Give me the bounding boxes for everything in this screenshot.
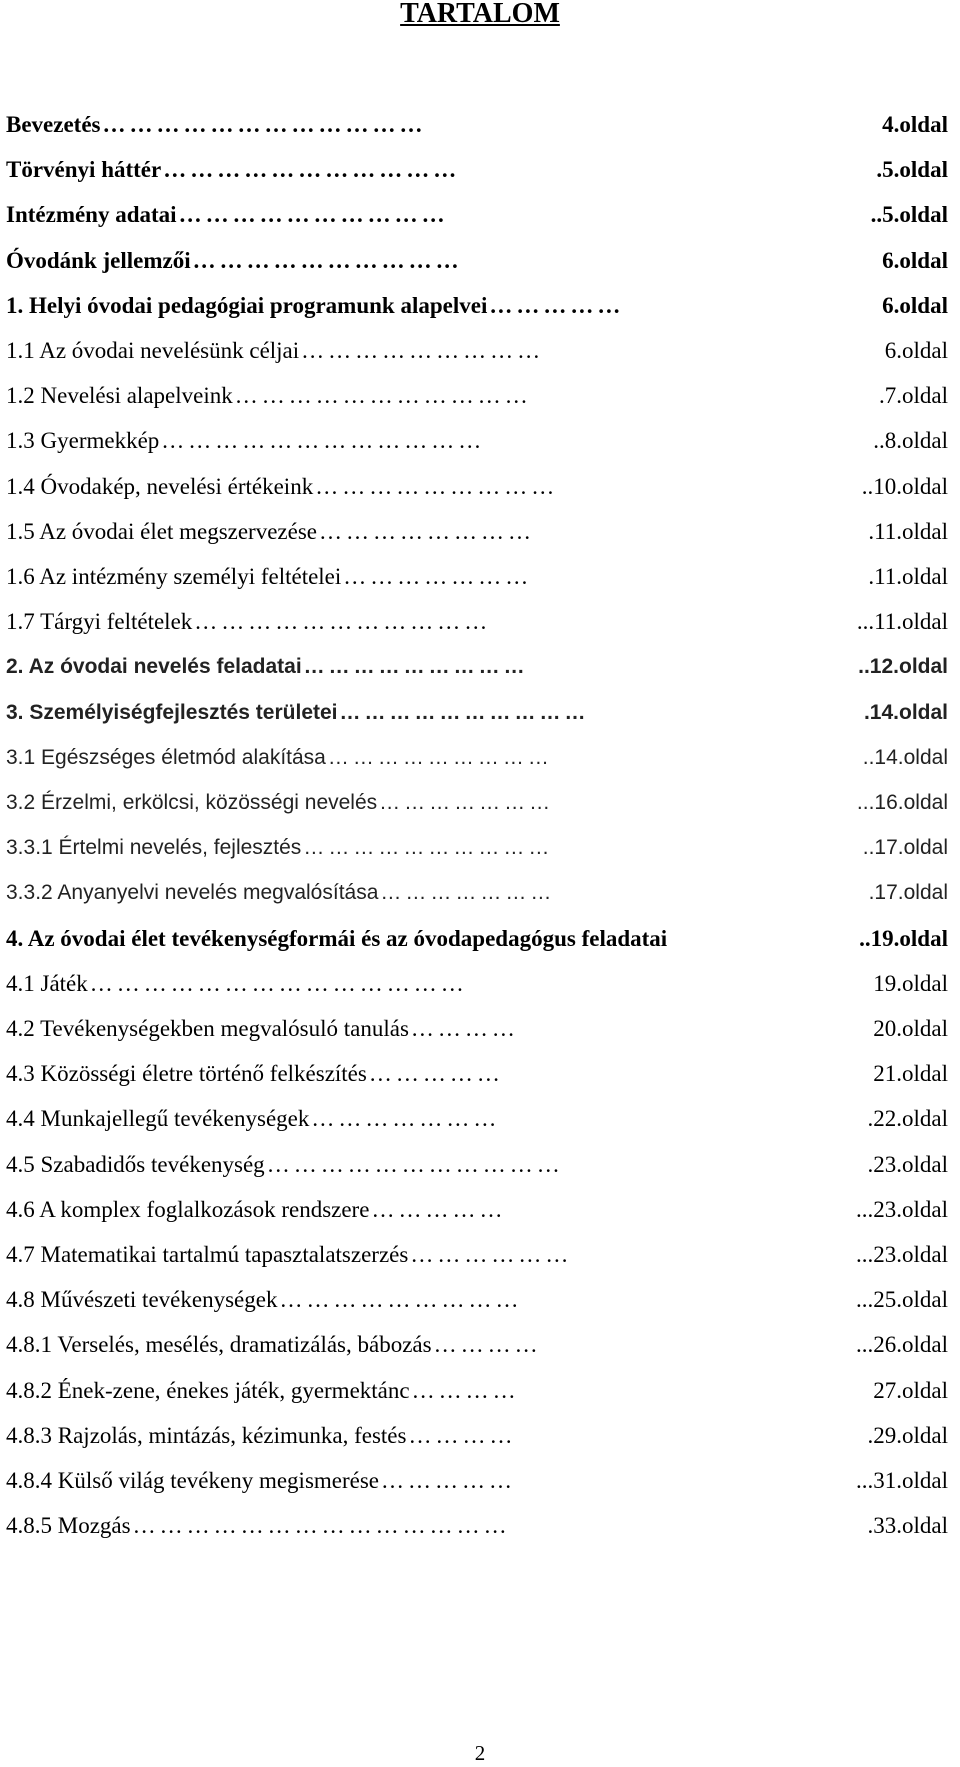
toc-entry-title: 2. Az óvodai nevelés feladatai <box>6 655 302 679</box>
toc-entry-page: ..14.oldal <box>862 745 948 769</box>
toc-entry-leader: ………………… <box>343 564 533 589</box>
toc-entry-title: 4.5 Szabadidős tevékenység <box>6 1151 265 1177</box>
toc-entry-page: .11.oldal <box>868 518 948 544</box>
toc-entry-page: 27.oldal <box>873 1377 948 1403</box>
toc-entry <box>0 688 960 738</box>
toc-entry-title: 4.8.3 Rajzolás, mintázás, kézimunka, festés <box>6 1422 407 1448</box>
toc-entry-title: 1. Helyi óvodai pedagógiai programunk alapelvei <box>6 292 488 318</box>
toc-entry-title: 4.8.5 Mozgás <box>6 1513 131 1539</box>
toc-entry-leader: …………………………………… <box>132 1513 511 1539</box>
toc-entry-title: 1.5 Az óvodai élet megszervezése <box>6 518 318 544</box>
toc-entry-title: Intézmény adatai <box>6 202 177 228</box>
toc-entry-leader: …………… <box>371 1196 507 1222</box>
toc-entry <box>0 507 960 557</box>
toc-entry-leader: …………………………………… <box>89 970 468 996</box>
toc-entry <box>0 1411 960 1461</box>
toc-entry-leader: …………… <box>489 292 625 318</box>
toc-entry <box>0 1275 960 1325</box>
toc-entry-page: .7.oldal <box>879 383 948 409</box>
toc-entry-title: 3.3.2 Anyanyelvi nevelés megvalósítása <box>6 881 379 905</box>
toc-entry-leader: ………… <box>411 1377 520 1403</box>
toc-entry-page: 6.oldal <box>884 338 948 363</box>
toc-entry <box>0 1004 960 1054</box>
toc-entry-title: 4.8 Művészeti tevékenységek <box>6 1287 278 1313</box>
toc-entry-leader: ……………… <box>410 1242 573 1267</box>
toc-entry-leader: ……………………… <box>301 338 545 363</box>
toc-entry-page: ...25.oldal <box>856 1287 948 1313</box>
toc-entry <box>0 371 960 421</box>
toc-entry-leader: …………………………… <box>266 1151 564 1177</box>
toc-entry-leader: ……………………………… <box>161 428 486 454</box>
toc-entry-leader: ………………………… <box>303 836 554 860</box>
toc-entry <box>0 1185 960 1235</box>
toc-entry-leader: ……………………… <box>315 473 559 499</box>
toc-entry <box>0 145 960 195</box>
toc-entry-page: ..12.oldal <box>858 655 948 679</box>
toc-entry-title: 4.3 Közösségi életre történő felkészítés <box>6 1061 367 1087</box>
toc-entry-leader: …………………… <box>319 518 536 544</box>
toc-entry-leader: ………… <box>410 1016 519 1041</box>
toc-entry-title: 4.8.2 Ének-zene, énekes játék, gyermektánc <box>6 1377 410 1403</box>
toc-entry <box>0 959 960 1009</box>
toc-entry-page: ..5.oldal <box>870 202 948 228</box>
toc-entry-leader: …………………………… <box>194 609 492 635</box>
toc-entry <box>0 597 960 647</box>
toc-entry-title: 1.2 Nevelési alapelveink <box>6 383 233 409</box>
toc-entry-leader: ………………………… <box>339 700 590 724</box>
toc-entry-title: 1.1 Az óvodai nevelésünk céljai <box>6 338 300 363</box>
toc-entry-page: .14.oldal <box>863 700 948 724</box>
toc-entry-leader: …………… <box>368 1061 504 1087</box>
toc-entry-title: 4.8.4 Külső világ tevékeny megismerése <box>6 1468 380 1493</box>
toc-entry <box>0 1456 960 1506</box>
toc-entry-page: .11.oldal <box>868 564 948 589</box>
toc-entry-title: 4.6 A komplex foglalkozások rendszere <box>6 1196 370 1222</box>
toc-entry-leader: ……………………… <box>279 1287 523 1313</box>
toc-entry-page: ...26.oldal <box>856 1332 948 1358</box>
toc-entry-leader: ……………………… <box>303 655 529 679</box>
toc-entry-title: 4.4 Munkajellegű tevékenységek <box>6 1106 310 1132</box>
toc-entry <box>0 100 960 150</box>
toc-entry-title: Bevezetés <box>6 112 101 137</box>
toc-entry-page: 21.oldal <box>873 1061 948 1087</box>
toc-entry-title: 4.7 Matematikai tartalmú tapasztalatszerzés <box>6 1242 409 1267</box>
toc-entry-page: ...23.oldal <box>856 1242 948 1267</box>
toc-entry-title: 4.2 Tevékenységekben megvalósuló tanulás <box>6 1016 409 1041</box>
toc-entry-leader: ………………………… <box>178 202 449 228</box>
toc-entry-leader: ………… <box>433 1332 542 1358</box>
toc-entry <box>0 823 960 873</box>
toc-entry-title: 1.7 Tárgyi feltételek <box>6 609 193 635</box>
toc-entry <box>0 281 960 331</box>
toc-entry-title: 3.2 Érzelmi, erkölcsi, közösségi nevelés <box>6 791 378 814</box>
toc-entry-page: .29.oldal <box>867 1422 948 1448</box>
toc-entry-page: 6.oldal <box>882 292 948 318</box>
page-number: 2 <box>474 1741 486 1765</box>
toc-entry-title: 4. Az óvodai élet tevékenységformái és az óvodapedagógus feladatai <box>6 925 668 951</box>
toc-entry-page: .23.oldal <box>867 1151 948 1177</box>
toc-entry-leader: …………………………… <box>163 157 461 183</box>
toc-entry-leader: ………………… <box>311 1106 501 1132</box>
toc-entry <box>0 778 960 828</box>
toc-entry-page: ..8.oldal <box>873 428 948 454</box>
toc-entry-title: 1.6 Az intézmény személyi feltételei <box>6 564 342 589</box>
toc-entry-page: ...31.oldal <box>856 1468 948 1493</box>
page-title: TARTALOM <box>400 0 560 29</box>
toc-entry <box>0 642 960 692</box>
toc-entry-leader: ……………………………… <box>102 112 427 137</box>
toc-entry-page: ..19.oldal <box>859 925 948 951</box>
toc-entry-page: .33.oldal <box>867 1513 948 1539</box>
toc-entry-page: 20.oldal <box>873 1016 948 1041</box>
toc-entry <box>0 190 960 240</box>
toc-entry-title: 4.8.1 Verselés, mesélés, dramatizálás, bábozás <box>6 1332 432 1358</box>
toc-entry <box>0 1094 960 1144</box>
toc-entry <box>0 733 960 783</box>
toc-entry-page: 6.oldal <box>882 247 948 273</box>
toc-entry <box>0 1140 960 1190</box>
toc-entry <box>0 1320 960 1370</box>
toc-entry <box>0 326 960 376</box>
toc-entry <box>0 236 960 286</box>
toc-entry-page: ...11.oldal <box>856 609 948 635</box>
toc-entry-leader: ………………………… <box>192 247 463 273</box>
toc-entry <box>0 416 960 466</box>
toc-entry <box>0 1366 960 1416</box>
toc-entry-title: 1.3 Gyermekkép <box>6 428 160 454</box>
toc-entry-page: .5.oldal <box>876 157 948 183</box>
toc-entry <box>0 1230 960 1280</box>
toc-entry <box>0 1049 960 1099</box>
toc-entry <box>0 868 960 918</box>
toc-entry-leader: ………………… <box>379 791 555 814</box>
toc-entry-page: 19.oldal <box>873 970 948 996</box>
toc-entry <box>0 914 960 964</box>
toc-entry <box>0 552 960 602</box>
toc-entry-title: 3.1 Egészséges életmód alakítása <box>6 745 326 769</box>
toc-entry-title: Törvényi háttér <box>6 157 162 183</box>
toc-entry-title: 3. Személyiségfejlesztés területei <box>6 700 338 724</box>
toc-entry-page: 4.oldal <box>882 112 948 137</box>
toc-entry-title: 1.4 Óvodakép, nevelési értékeink <box>6 473 314 499</box>
toc-entry-page: .17.oldal <box>868 881 948 905</box>
toc-entry-leader: ………… <box>408 1422 517 1448</box>
toc-entry-page: ...23.oldal <box>856 1196 948 1222</box>
toc-entry-page: ...16.oldal <box>856 791 948 814</box>
toc-entry-title: 4.1 Játék <box>6 970 88 996</box>
toc-entry-title: 3.3.1 Értelmi nevelés, fejlesztés <box>6 836 302 860</box>
toc-entry-page: ..10.oldal <box>861 473 948 499</box>
toc-entry-title: Óvodánk jellemzői <box>6 247 191 273</box>
toc-entry-leader: ……………………… <box>327 745 553 769</box>
toc-entry-page: ..17.oldal <box>862 836 948 860</box>
toc-entry-leader: …………………………… <box>234 383 532 409</box>
toc-entry-leader: …………… <box>381 1468 517 1493</box>
toc-entry-page: .22.oldal <box>867 1106 948 1132</box>
toc-entry <box>0 1501 960 1551</box>
toc-entry <box>0 462 960 512</box>
toc-entry-leader: ………………… <box>380 881 556 905</box>
